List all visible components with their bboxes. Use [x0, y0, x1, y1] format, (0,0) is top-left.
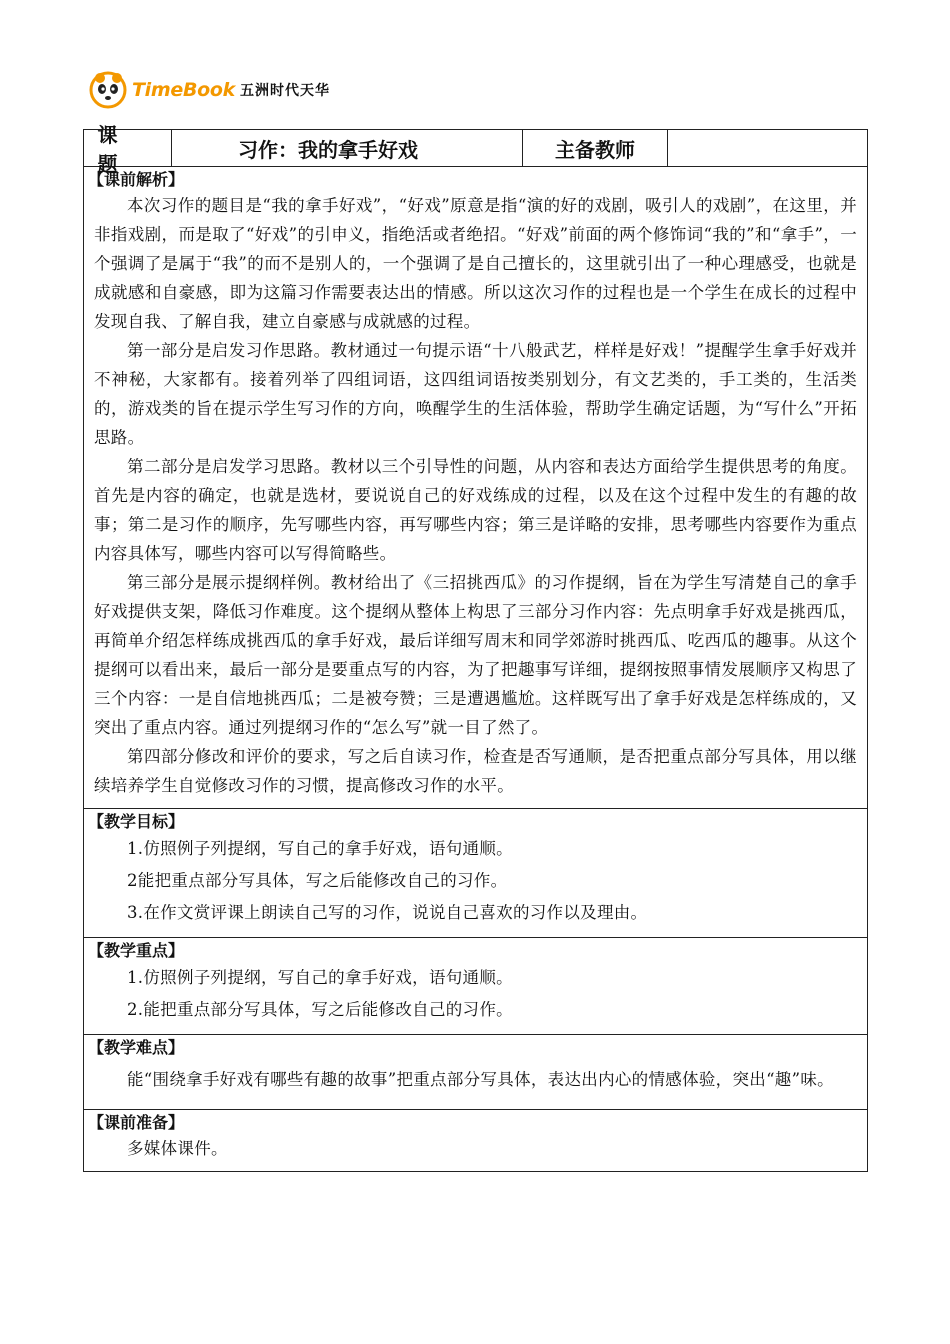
- section-preparation: [84, 1110, 867, 1171]
- lesson-plan-table: [83, 123, 868, 1172]
- section-title: 【教学难点】: [88, 1038, 185, 1057]
- section-title: 【课前准备】: [88, 1113, 185, 1132]
- section-goals: [84, 809, 867, 938]
- list-item: 1.仿照例子列提纲，写自己的拿手好戏，语句通顺。: [127, 968, 513, 987]
- list-item: 2能把重点部分写具体，写之后能修改自己的习作。: [127, 871, 508, 890]
- list-item: 2.能把重点部分写具体，写之后能修改自己的习作。: [127, 1000, 513, 1019]
- header-row: [84, 123, 867, 176]
- brand-name: TimeBook: [132, 79, 235, 101]
- brand-chinese-name: 五洲时代天华: [239, 83, 330, 99]
- logo: [88, 70, 330, 110]
- paragraph: 第一部分是启发习作思路。教材通过一句提示语“十八般武艺，样样是好戏！”提醒学生拿手好戏并不神秘，大家都有。接着列举了四组词语，这四组词语按类别划分，有文艺类的，手工类的，生活类的，游戏类的旨在提示学生写习作的方向，唤醒学生的生活体验，帮助学生确定话题，为“写什么”开拓思路。: [94, 341, 857, 447]
- section-title: 【教学目标】: [88, 812, 185, 831]
- list-item: 1.仿照例子列提纲，写自己的拿手好戏，语句通顺。: [127, 839, 513, 858]
- paragraph: 能“围绕拿手好戏有哪些有趣的故事”把重点部分写具体，表达出内心的情感体验，突出“趣”味。: [127, 1070, 834, 1089]
- section-key-points: [84, 938, 867, 1035]
- paragraph: 多媒体课件。: [127, 1139, 228, 1158]
- paragraph: 第三部分是展示提纲样例。教材给出了《三招挑西瓜》的习作提纲，旨在为学生写清楚自己的拿手好戏提供支架，降低习作难度。这个提纲从整体上构思了三部分习作内容：先点明拿手好戏是挑西瓜，再简单介绍怎样练成挑西瓜的拿手好戏，最后详细写周末和同学郊游时挑西瓜、吃西瓜的趣事。从这个提纲可以看出来，最后一部分是要重点写的内容，为了把趣事写详细，提纲按照事情发展顺序又构思了三个内容：一是自信地挑西瓜；二是被夸赞；三是遭遇尴尬。这样既写出了拿手好戏是怎样练成的，又突出了重点内容。通过列提纲习作的“怎么写”就一目了然了。: [94, 573, 857, 737]
- teacher-label: 主备教师: [523, 130, 668, 166]
- section-title: 【教学重点】: [88, 941, 185, 960]
- paragraph: 第四部分修改和评价的要求，写之后自读习作，检查是否写通顺，是否把重点部分写具体，用以继续培养学生自觉修改习作的习惯，提高修改习作的水平。: [94, 747, 857, 795]
- section-title: 【课前解析】: [88, 170, 185, 189]
- topic-label: 课 题: [84, 130, 172, 166]
- paragraph: 本次习作的题目是“我的拿手好戏”，“好戏”原意是指“演的好的戏剧，吸引人的戏剧”，在这里，并非指戏剧，而是取了“好戏”的引申义，指绝活或者绝招。“好戏”前面的两个修饰词“我的”和“拿手”，一个强调了是属于“我”的而不是别人的，一个强调了是自己擅长的，这里就引出了一种心理感受，也就是成就感和自豪感，即为这篇习作需要表达出的情感。所以这次习作的过程也是一个学生在成长的过程中发现自我、了解自我，建立自豪感与成就感的过程。: [94, 196, 857, 331]
- section-analysis: [84, 167, 867, 809]
- panda-mascot-icon: [88, 70, 128, 110]
- paragraph: 第二部分是启发学习思路。教材以三个引导性的问题，从内容和表达方面给学生提供思考的角度。首先是内容的确定，也就是选材，要说说自己的好戏练成的过程，以及在这个过程中发生的有趣的故事；第二是习作的顺序，先写哪些内容，再写哪些内容；第三是详略的安排，思考哪些内容要作为重点内容具体写，哪些内容可以写得简略些。: [94, 457, 857, 563]
- teacher-value[interactable]: [668, 130, 867, 166]
- topic-title: 习作：我的拿手好戏: [172, 130, 523, 166]
- list-item: 3.在作文赏评课上朗读自己写的习作，说说自己喜欢的习作以及理由。: [127, 903, 648, 922]
- section-difficulties: [84, 1035, 867, 1110]
